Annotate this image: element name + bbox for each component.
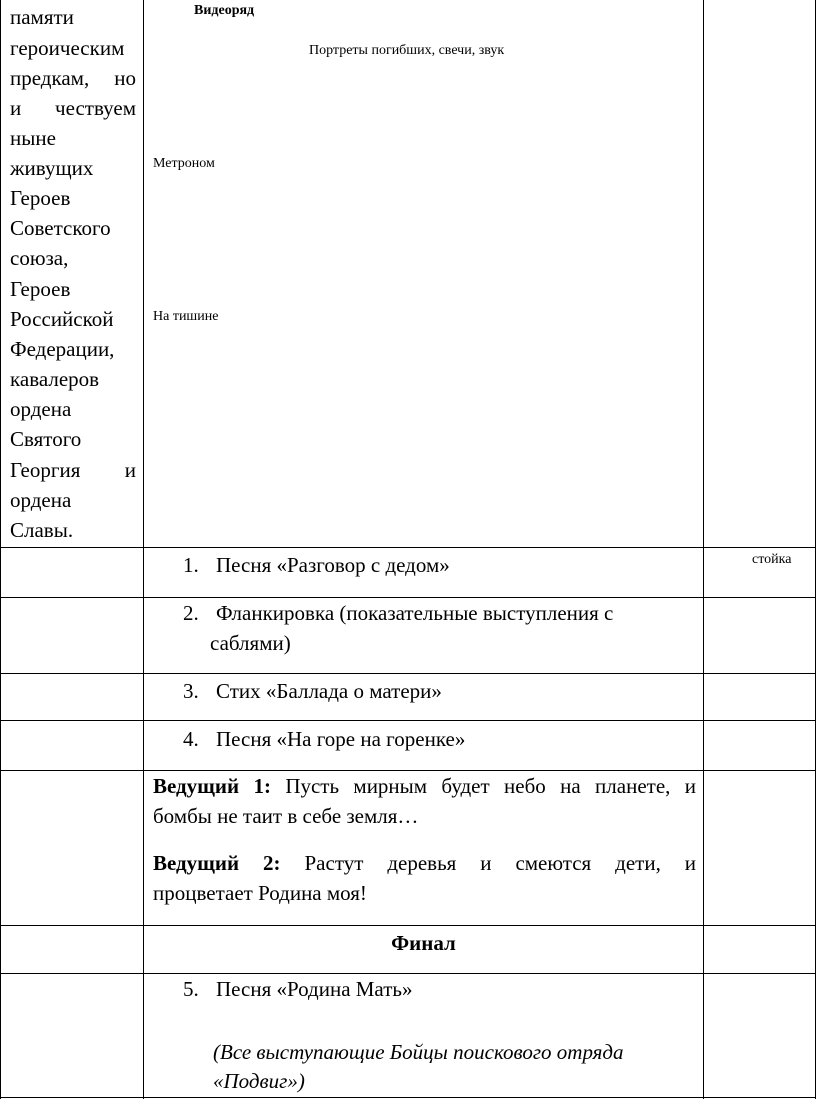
- host-1-text: Пусть мирным будет небо на планете, и: [285, 774, 696, 798]
- left-text-line: Федерации,: [10, 337, 115, 361]
- left-text-line: героическим: [10, 36, 125, 60]
- item-text: Песня «Родина Мать»: [216, 977, 413, 1001]
- item-number: 4.: [183, 727, 199, 751]
- videoryad-title: Видеоряд: [194, 3, 255, 18]
- item-text: саблями): [210, 631, 291, 655]
- left-text-line: и чествуем: [10, 96, 136, 120]
- left-text-line: Святого: [10, 427, 82, 451]
- item-text: Фланкировка (показательные выступления с: [216, 601, 614, 625]
- finale-title: Финал: [391, 931, 456, 955]
- host-1-line-1: [153, 771, 696, 801]
- left-text-line: живущих: [10, 156, 94, 180]
- item-text: Песня «Разговор с дедом»: [216, 553, 450, 577]
- item-number: 5.: [183, 977, 199, 1001]
- item-text: Стих «Баллада о матери»: [216, 679, 442, 703]
- left-text-line: Героев: [10, 186, 71, 210]
- left-text-line: предкам, но: [10, 66, 136, 90]
- videoryad-portraits: Портреты погибших, свечи, звук: [309, 43, 505, 58]
- left-text-line: ордена: [10, 488, 72, 512]
- item-note: стойка: [752, 552, 792, 567]
- left-text-line: ордена: [10, 397, 72, 421]
- row-divider: [0, 673, 816, 674]
- left-text-line: Российской: [10, 307, 114, 331]
- item-number: 3.: [183, 679, 199, 703]
- left-text-line: кавалеров: [10, 367, 100, 391]
- left-text-line: Славы.: [10, 518, 74, 542]
- column-divider-2: [703, 0, 704, 1099]
- videoryad-metronome: Метроном: [153, 156, 215, 171]
- left-text-line: союза,: [10, 246, 69, 270]
- host-2-text: Растут деревья и смеются дети, и: [304, 851, 697, 875]
- host-2-line-2: процветает Родина моя!: [153, 881, 367, 905]
- left-text-line: Георгия и: [10, 458, 136, 482]
- performers-line-1: (Все выступающие Бойцы поискового отряда: [213, 1040, 624, 1064]
- column-divider-left: [0, 0, 1, 1099]
- row-divider: [0, 720, 816, 721]
- host-1-label: Ведущий 1:: [153, 774, 271, 798]
- performers-line-2: «Подвиг»): [213, 1069, 305, 1093]
- host-2-line-1: [153, 848, 696, 878]
- host-2-paragraph: [153, 848, 696, 908]
- left-text-line: памяти: [10, 5, 74, 29]
- row-divider: [0, 925, 816, 926]
- host-2-label: Ведущий 2:: [153, 851, 281, 875]
- row-divider: [0, 547, 816, 548]
- left-text-line: Героев: [10, 277, 71, 301]
- host-1-line-2: бомбы не таит в себе земля…: [153, 804, 419, 828]
- row-divider: [0, 1097, 816, 1098]
- left-text-line: Советского: [10, 216, 111, 240]
- host-1-paragraph: [153, 771, 696, 831]
- item-number: 1.: [183, 553, 199, 577]
- videoryad-silence: На тишине: [153, 309, 219, 324]
- item-text: Песня «На горе на горенке»: [216, 727, 466, 751]
- item-number: 2.: [183, 601, 199, 625]
- left-text-line: ныне: [10, 126, 56, 150]
